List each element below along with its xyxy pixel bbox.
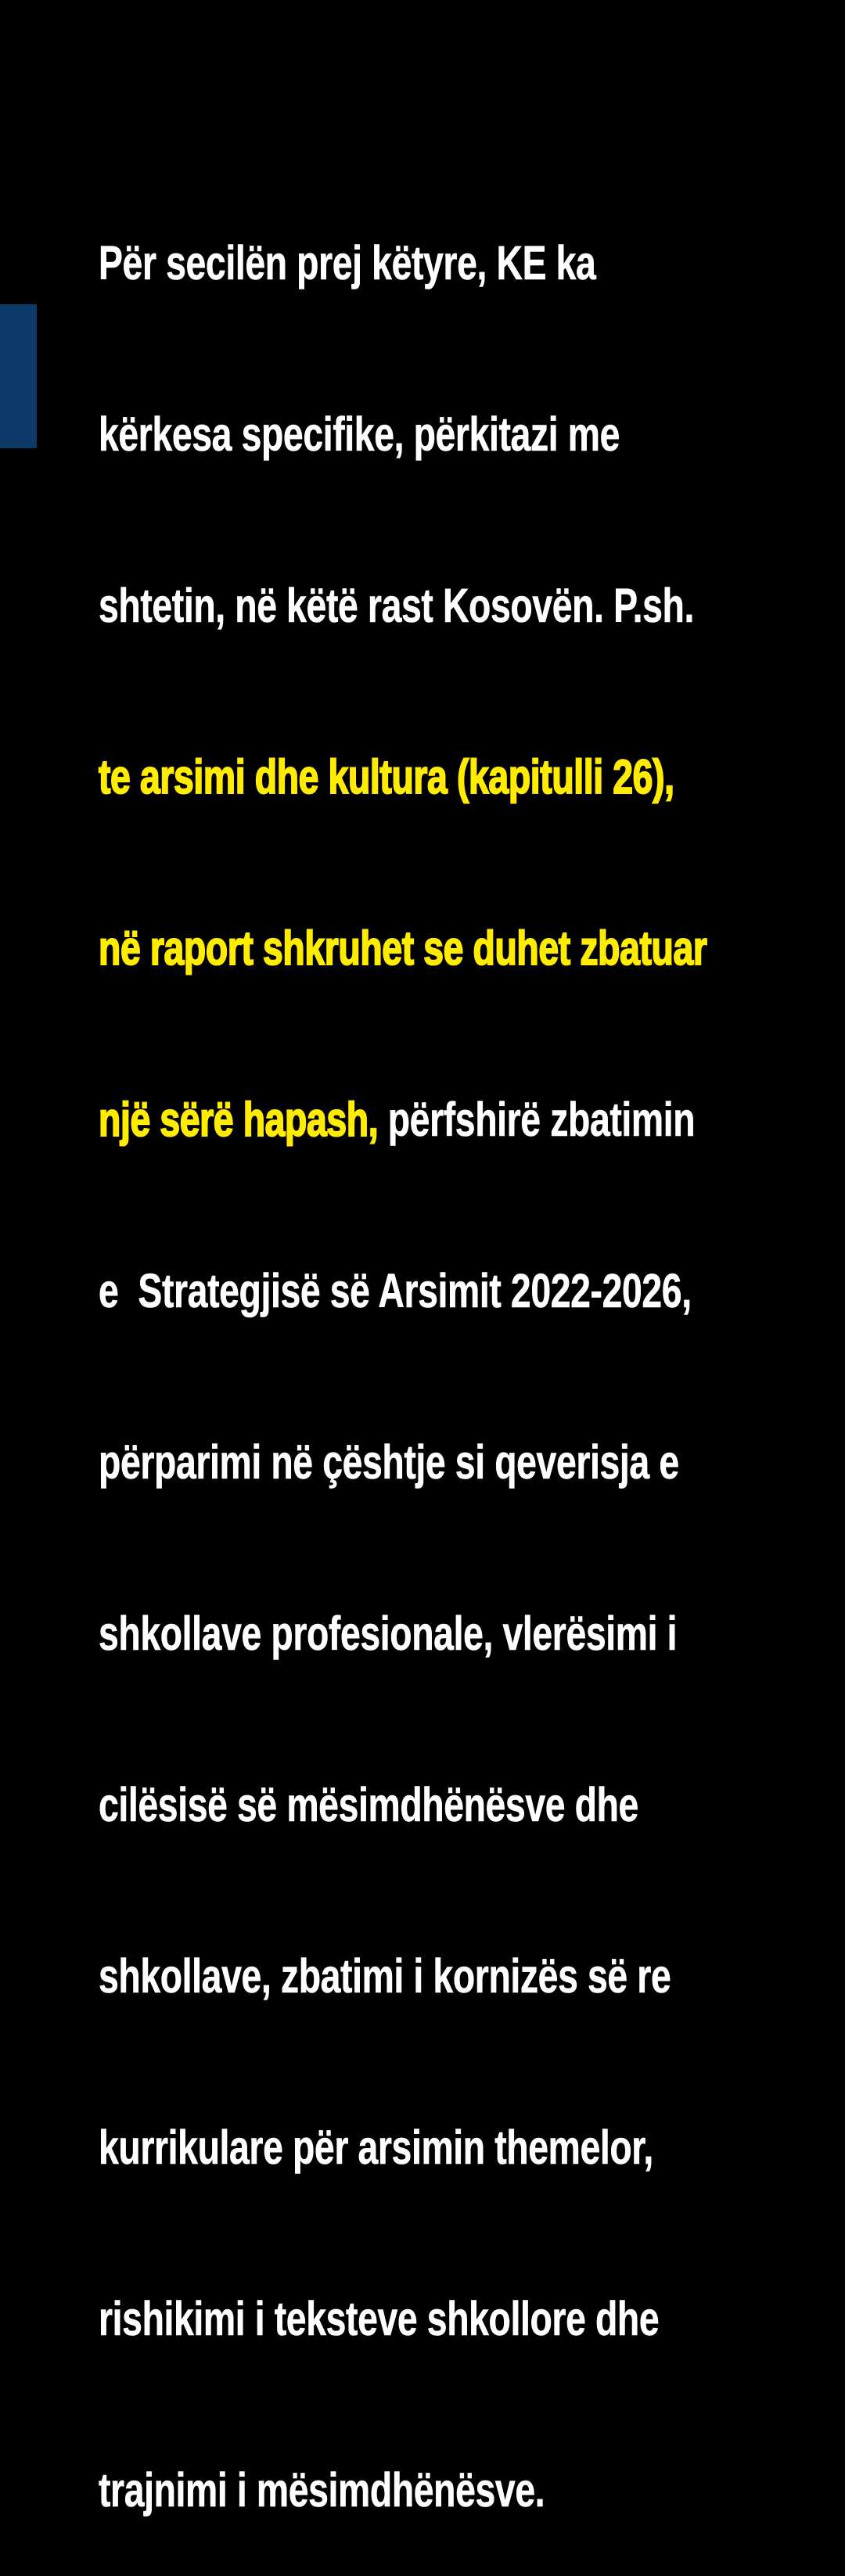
- text-segment: përfshirë zbatimin: [387, 1093, 696, 1146]
- text-line: [99, 2462, 812, 2519]
- text-segment: kurrikulare për arsimin themelor,: [99, 2121, 653, 2174]
- text-line: [99, 235, 812, 292]
- text-segment: përparimi në çështje si qeverisja e: [99, 1435, 679, 1489]
- text-line: [99, 1434, 812, 1491]
- text-segment: cilësisë së mësimdhënësve dhe: [99, 1778, 638, 1831]
- text-segment: Për secilën prej këtyre, KE ka: [99, 236, 596, 289]
- text-line: [99, 2290, 812, 2348]
- highlighted-text-segment: te arsimi dhe kultura (kapitulli 26),: [99, 750, 674, 803]
- text-line: [99, 1091, 812, 1148]
- text-line: [99, 2119, 812, 2176]
- quote-paragraph: [99, 120, 812, 2576]
- text-segment: shtetin, në këtë rast Kosovën. P.sh.: [99, 579, 694, 632]
- accent-bar: [0, 304, 37, 448]
- text-line: [99, 1605, 812, 1662]
- text-segment: e Strategjisë së Arsimit 2022-2026,: [99, 1264, 692, 1317]
- text-line: [99, 1263, 812, 1320]
- text-segment: trajnimi i mësimdhënësve.: [99, 2463, 545, 2517]
- text-segment: kërkesa specifike, përkitazi me: [99, 408, 620, 461]
- text-line: [99, 749, 812, 806]
- text-segment: rishikimi i teksteve shkollore dhe: [99, 2292, 660, 2345]
- text-line: [99, 920, 812, 977]
- text-segment: shkollave, zbatimi i kornizës së re: [99, 1949, 671, 2003]
- highlighted-text-segment: një sërë hapash,: [99, 1093, 388, 1146]
- text-line: [99, 1948, 812, 2005]
- text-segment: shkollave profesionale, vlerësimi i: [99, 1607, 678, 1660]
- text-line: [99, 406, 812, 463]
- text-line: [99, 577, 812, 634]
- text-line: [99, 1777, 812, 1834]
- highlighted-text-segment: në raport shkruhet se duhet zbatuar: [99, 922, 707, 975]
